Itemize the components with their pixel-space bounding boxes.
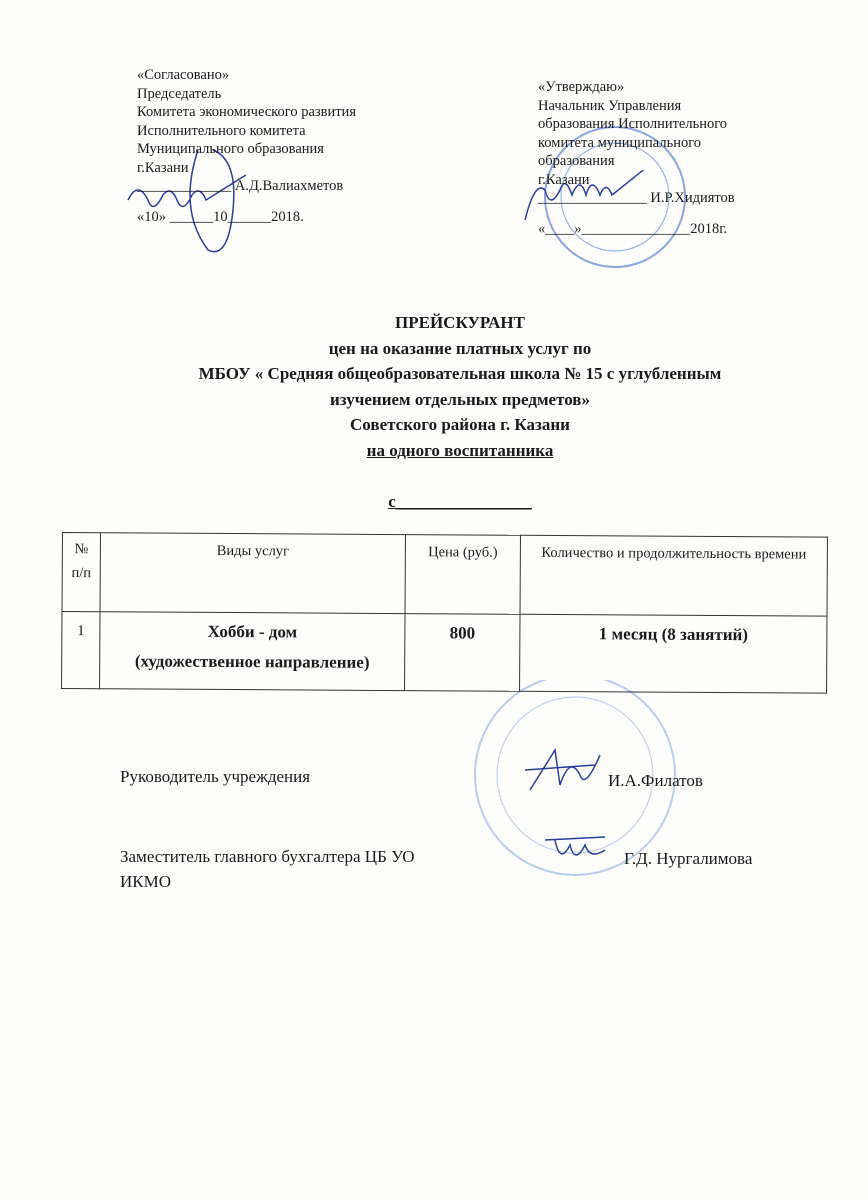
signature-filatov (520, 740, 610, 800)
agreed-signature-line: _____________ А.Д.Валиахметов (137, 178, 344, 194)
price-table (61, 532, 828, 694)
table-row (62, 612, 827, 694)
role-line: Заместитель главного бухгалтера ЦБ УО (120, 847, 415, 866)
cell-service (100, 612, 405, 691)
agreed-line: Комитета экономического развития (137, 104, 356, 120)
cell-number: 1 (62, 612, 100, 689)
signature-role-director: Руководитель учреждения (120, 767, 311, 786)
signature-name-accountant: Г.Д. Нургалимова (624, 849, 753, 868)
title-line: цен на оказание платных услуг по (328, 338, 592, 358)
table-header-row (62, 533, 827, 617)
header-service: Виды услуг (100, 533, 405, 614)
agreed-line: Председатель (137, 85, 222, 102)
approved-signature-line: _______________ И.Р.Хидиятов (538, 190, 735, 206)
agreed-line: Муниципального образования (137, 141, 324, 157)
role-line: ИКМО (120, 872, 172, 891)
agreed-block (137, 66, 356, 226)
cell-duration: 1 месяц (8 занятий) (520, 614, 827, 693)
service-name: Хобби - дом (207, 621, 298, 642)
agreed-heading: «Согласовано» (137, 67, 230, 83)
signature-name-director: И.А.Филатов (608, 771, 703, 790)
title-line: на одного воспитанника (366, 440, 554, 460)
approved-line: образования Исполнительного (538, 116, 728, 132)
header-number: № п/п (62, 533, 100, 612)
service-note: (художественное направление) (134, 651, 370, 672)
agreed-line: Исполнительного комитета (137, 122, 306, 139)
approved-line: Начальник Управления (538, 97, 682, 114)
signature-role-accountant (120, 844, 415, 894)
document-title (0, 310, 868, 515)
title-line: МБОУ « Средняя общеобразовательная школа № 15 с углубленным (198, 364, 722, 383)
header-duration: Количество и продолжительность времени (520, 535, 827, 616)
approved-date-line: «____»_______________2018г. (538, 220, 728, 237)
title-line: Советского района г. Казани (350, 415, 570, 434)
agreed-date-line: «10» ______10______2018. (137, 208, 304, 225)
approved-line: комитета муниципального (538, 134, 702, 151)
title-main: ПРЕЙСКУРАНТ (395, 313, 525, 332)
title-line: изучением отдельных предметов» (330, 389, 590, 409)
effective-from: с________________ (388, 492, 532, 511)
approved-heading: «Утверждаю» (538, 79, 625, 95)
header-price: Цена (руб.) (405, 535, 520, 615)
approved-block (538, 78, 735, 238)
signature-nurgalimova (540, 830, 610, 870)
cell-price: 800 (405, 614, 520, 692)
agreed-line: г.Казани (137, 159, 189, 176)
approved-line: образования (538, 153, 615, 169)
approved-line: г.Казани (538, 171, 590, 188)
